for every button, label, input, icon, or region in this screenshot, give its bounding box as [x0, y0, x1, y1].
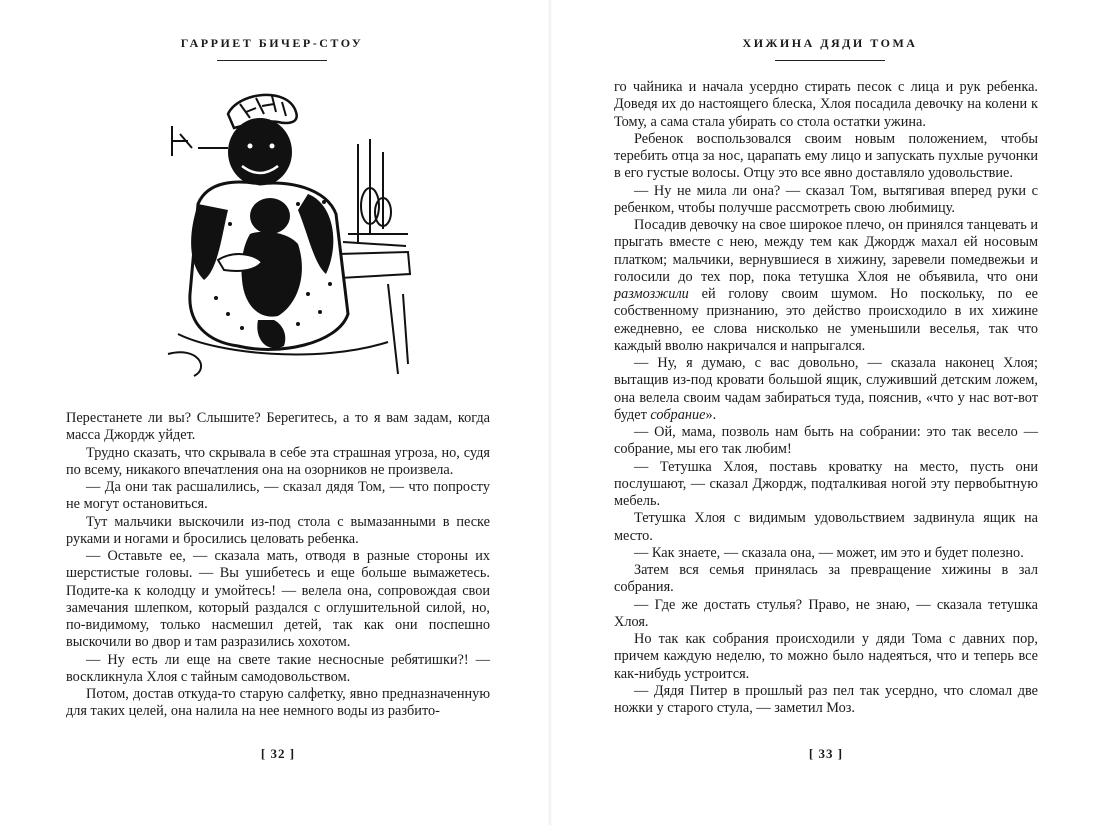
paragraph: — Оставьте ее, — сказала мать, отводя в разные стороны их шерстистые головы. — Вы ушибетесь и еще больше вымажетесь. Подите-ка к колодцу и умойтесь! — велела она, сопровождая свои замечания шлепком, который раздался с оглушительной силой, но, по-видимому, только насмешил детей, так как они поспешно выскочили во двор и там разразились хохотом.	[66, 548, 490, 651]
paragraph: Тут мальчики выскочили из-под стола с вымазанными в песке руками и ногами и бросились целовать ребенка.	[66, 513, 490, 547]
paragraph: — Как знаете, — сказала она, — может, им это и будет полезно.	[634, 544, 1024, 561]
illustration-woman-with-baby	[158, 84, 418, 382]
text-run: ».	[705, 406, 717, 423]
paragraph: Затем вся семья принялась за превращение хижины в зал собрания.	[614, 562, 1038, 596]
paragraph: — Где же достать стулья? Право, не знаю, — сказала тетушка Хлоя.	[614, 596, 1038, 630]
ink-drawing-woman-holding-baby-icon	[158, 84, 418, 382]
paragraph: — Да они так расшалились, — сказал дядя Том, — что попросту не могут остановиться.	[66, 479, 490, 513]
emphasized-word: размозжили	[614, 286, 689, 302]
paragraph: — Ой, мама, позволь нам быть на собрании: это так весело — собрание, мы его так любим!	[614, 424, 1038, 458]
paragraph	[614, 355, 1038, 424]
paragraph: го чайника и начала усердно стирать песок с лица и рук ребенка. Доведя их до настоящего блеска, Хлоя посадила девочку на колени к Тому, а сама стала убирать со стола остатки ужина.	[614, 79, 1038, 130]
paragraph: Тетушка Хлоя с видимым удовольствием задвинула ящик на место.	[614, 510, 1038, 544]
paragraph: Трудно сказать, что скрывала в себе эта страшная угроза, но, судя по всему, никакого впечатления она на озорников не произвела.	[66, 444, 490, 478]
paragraph: — Ну есть ли еще на свете такие несносные ребятишки?! — воскликнула Хлоя с тайным самодовольством.	[66, 651, 490, 685]
right-page-text	[614, 79, 1038, 717]
paragraph: Ребенок воспользовался своим новым положением, чтобы теребить отца за нос, царапать ему лицо и запускать пухлые ручонки в его густые волосы. Отцу это все явно доставляло удовольствие.	[614, 130, 1038, 182]
text-run: Посадив девочку на свое широкое плечо, он принялся танцевать и прыгать вместе с нею, между тем как Джордж махал ей носовым платком; мальчики, вернувшиеся в хижину, заревели помедвежьи и голосили до тех пор, пока тетушка Хлоя не объявила, что они	[614, 217, 1038, 285]
header-rule-right	[775, 60, 885, 61]
emphasized-word: собрание	[650, 406, 706, 423]
book-gutter	[548, 0, 552, 825]
paragraph: Перестанете ли вы? Слышите? Берегитесь, а то я вам задам, когда масса Джордж уйдет.	[66, 410, 490, 444]
page-number-left: [ 32 ]	[260, 746, 296, 761]
text-run: ей голову своим шумом. Но поскольку, по ее собственному признанию, это действо происходило в их хижине ежедневно, ее слова нисколько не уменьшили веселья, так что каждый вволю накричался и напрыгался.	[614, 286, 1038, 354]
paragraph: — Тетушка Хлоя, поставь кроватку на место, пусть они послушают, — сказал Джордж, подталкивая ногой эту первобытную мебель.	[614, 458, 1038, 509]
left-page-text	[66, 410, 490, 721]
paragraph: — Дядя Питер в прошлый раз пел так усердно, что сломал две ножки у старого стула, — заметил Моз.	[614, 682, 1038, 716]
text-run: — Ну, я думаю, с вас довольно, — сказала наконец Хлоя; вытащив из-под кровати большой ящик, служивший детским ложем, она велела своим чадам забираться туда, пояснив, «что у нас вот-вот будет	[614, 355, 1038, 423]
paragraph: Но так как собрания происходили у дяди Тома с давних пор, причем каждую неделю, то можно было надеяться, что и теперь все как-нибудь устроится.	[614, 631, 1038, 682]
running-head-left: ГАРРИЕТ БИЧЕР-СТОУ	[180, 36, 364, 50]
page-number-right: [ 33 ]	[808, 746, 844, 761]
paragraph: Потом, достав откуда-то старую салфетку, явно предназначенную для таких целей, она налила на нее немного воды из разбито-	[66, 686, 490, 720]
running-head-right: ХИЖИНА ДЯДИ ТОМА	[742, 36, 918, 50]
header-rule-left	[217, 60, 327, 61]
paragraph: — Ну не мила ли она? — сказал Том, вытягивая вперед руки с ребенком, чтобы получше рассмотреть свою любимицу.	[614, 182, 1038, 216]
paragraph	[614, 217, 1038, 355]
